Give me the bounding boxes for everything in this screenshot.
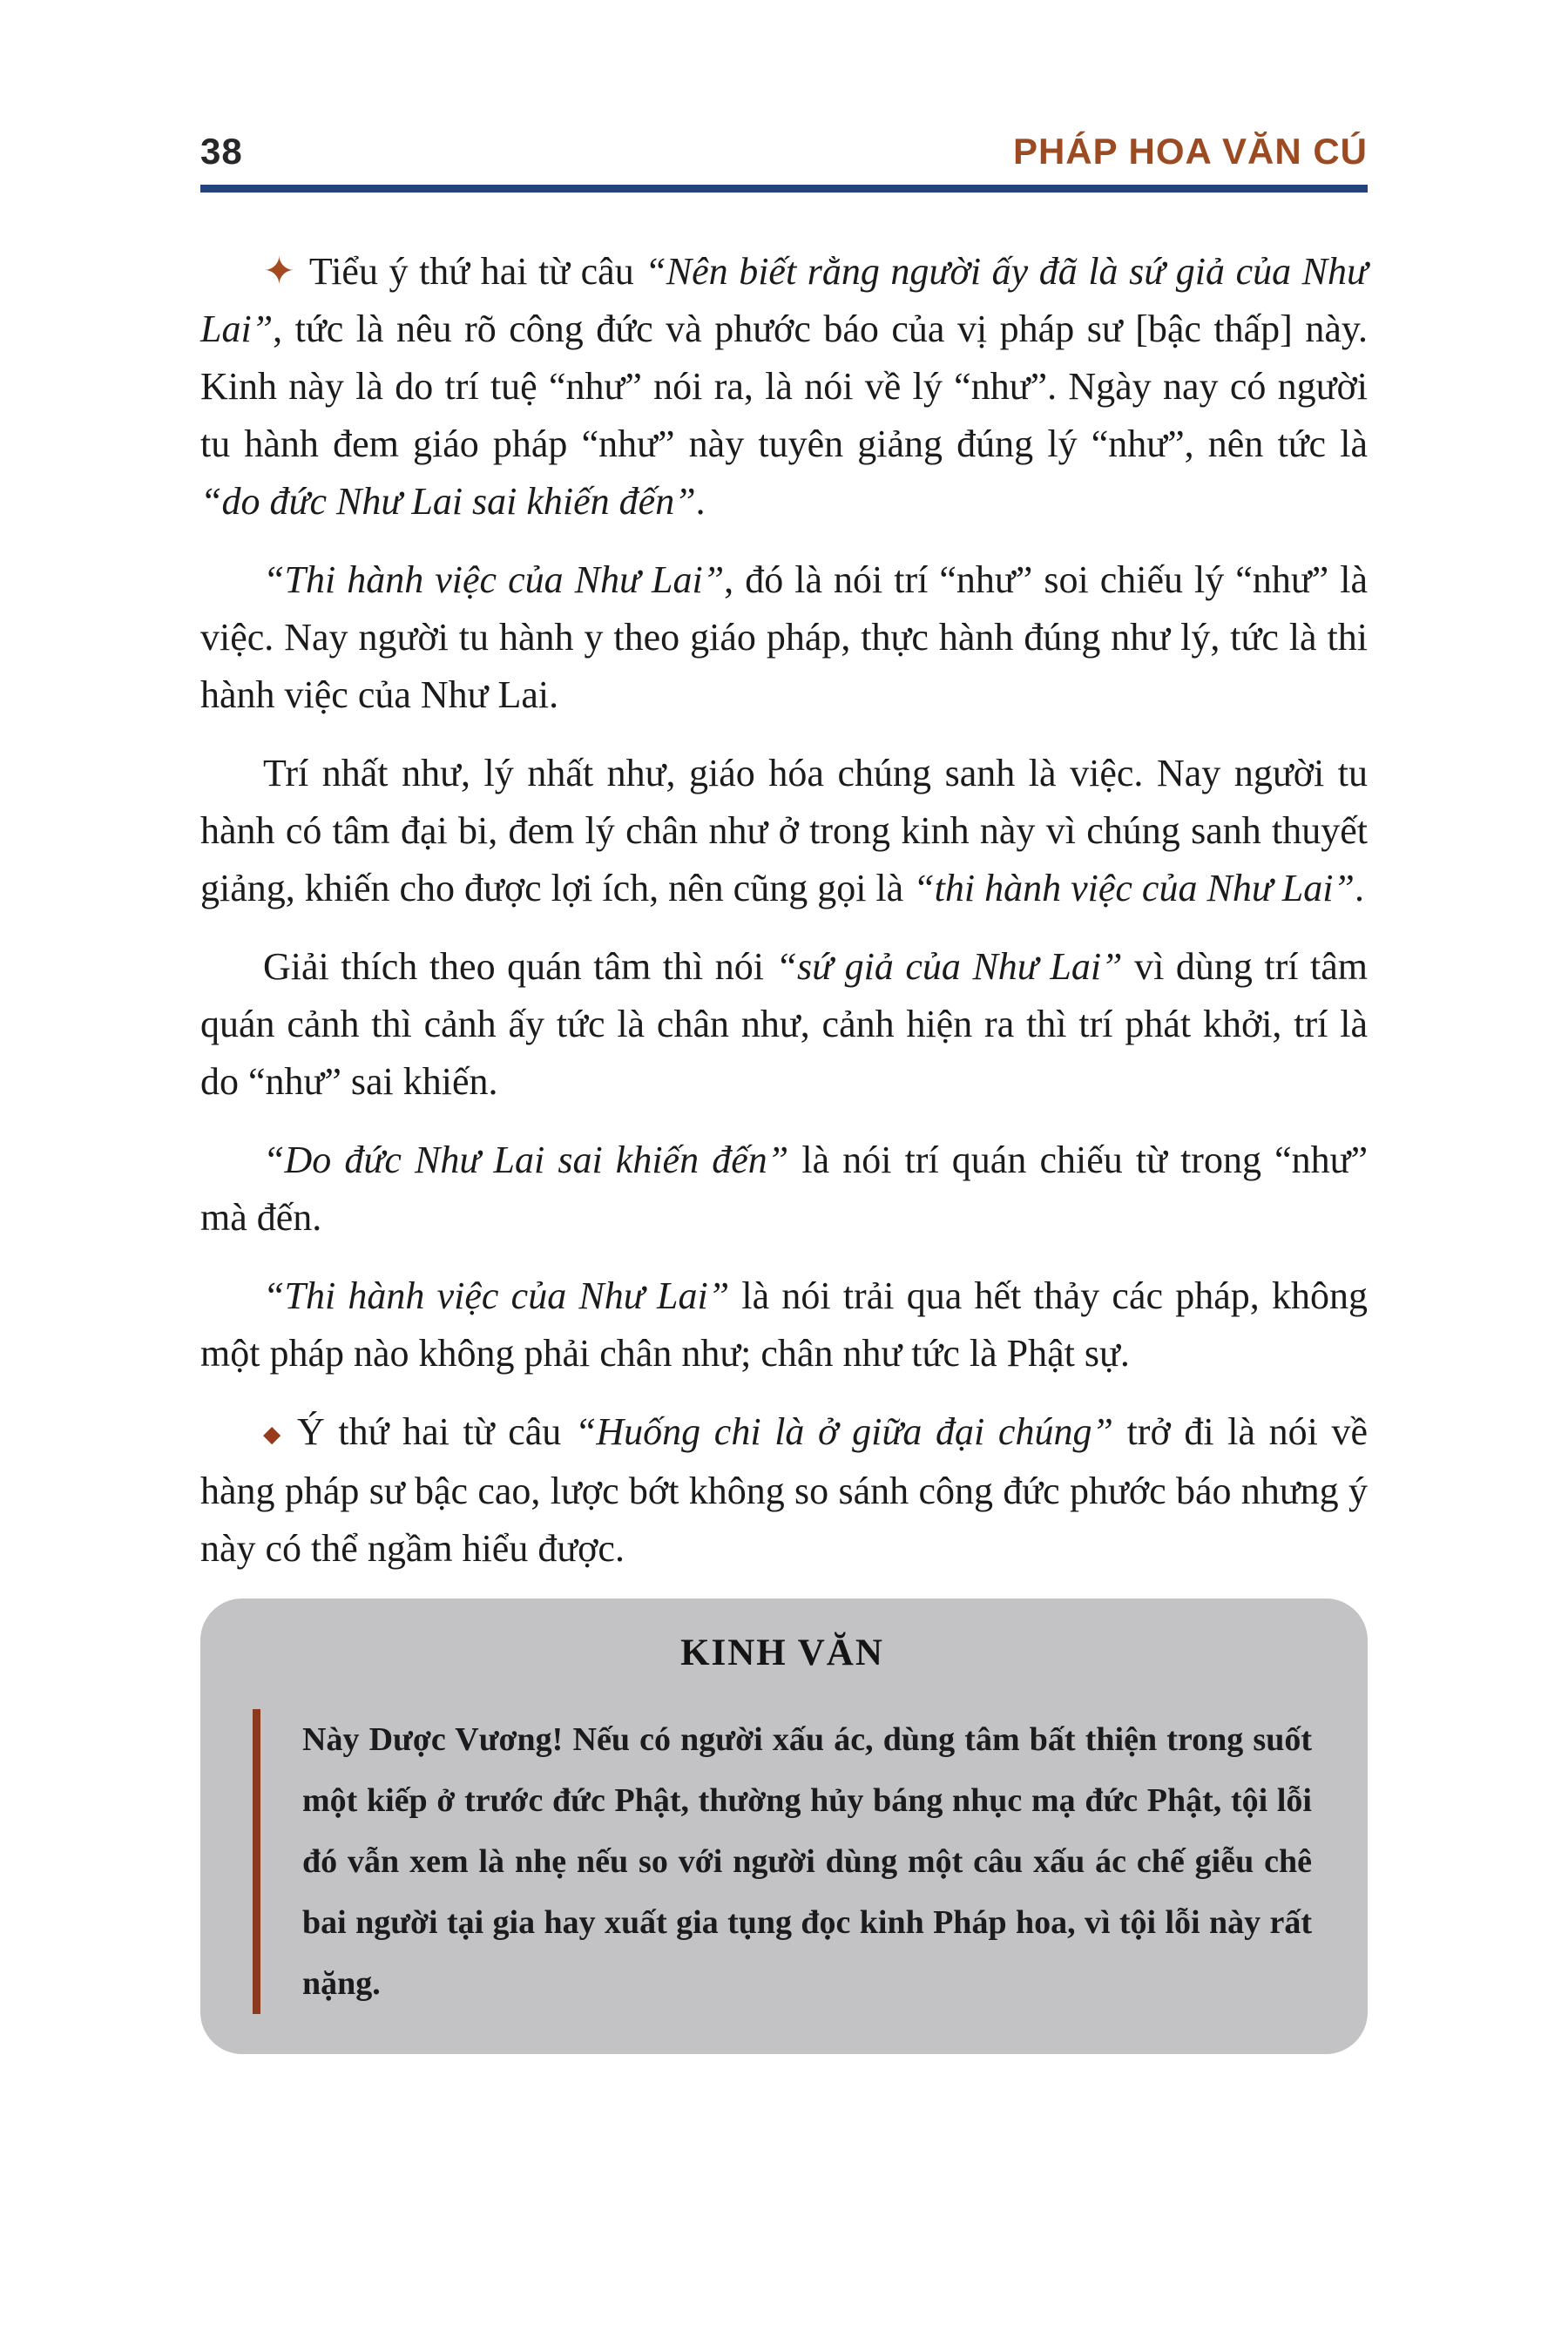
body-paragraph (200, 243, 1368, 531)
running-title: PHÁP HOA VĂN CÚ (1012, 131, 1368, 172)
page-header (200, 131, 1368, 172)
text-segment: Tiểu ý thứ hai từ câu (308, 250, 645, 293)
text-segment: , tức là nêu rõ công đức và phước báo của vị pháp sư [bậc thấp] này. Kinh này là do trí tuệ “như” nói ra, là nói về lý “như”. Ngày nay có người tu hành đem giáo pháp “như” này tuyên giảng đúng lý “như”, nên tức là (200, 308, 1368, 465)
kinh-van-body (253, 1709, 1312, 2014)
kinh-van-title: KINH VĂN (680, 1632, 884, 1673)
text-segment: “Do đức Như Lai sai khiến đến” (263, 1139, 789, 1181)
text-segment: . (1354, 867, 1364, 909)
text-segment: là nói trí quán chiếu từ trong “như” mà đến. (200, 1139, 1368, 1239)
text-segment: “Nên biết rằng người ấy đã là sứ giả của Như Lai” (200, 250, 1368, 350)
text-segment: là nói trải qua hết thảy các pháp, không một pháp nào không phải chân như; chân như tức là Phật sự. (200, 1274, 1368, 1375)
body-paragraph (200, 745, 1368, 917)
quote-left-bar (253, 1709, 260, 2014)
body-text-block (200, 243, 1368, 1578)
text-segment: trở đi là nói về hàng pháp sư bậc cao, lược bớt không so sánh công đức phước báo nhưng ý này có thể ngầm hiểu được. (200, 1410, 1369, 1570)
kinh-van-text: Này Dược Vương! Nếu có người xấu ác, dùng tâm bất thiện trong suốt một kiếp ở trước đức Phật, thường hủy báng nhục mạ đức Phật, tội lỗi đó vẫn xem là nhẹ nếu so với người dùng một câu xấu ác chế giễu chê bai người tại gia hay xuất gia tụng đọc kinh Pháp hoa, vì tội lỗi này rất nặng. (302, 1720, 1312, 2002)
body-paragraph (200, 1132, 1368, 1247)
text-segment: “Thi hành việc của Như Lai” (263, 558, 725, 601)
text-segment: Trí nhất như, lý nhất như, giáo hóa chúng sanh là việc. Nay người tu hành có tâm đại bi, đem lý chân như ở trong kinh này vì chúng sanh thuyết giảng, khiến cho được lợi ích, nên cũng gọi là (200, 752, 1368, 909)
diamond-bullet-icon: ◆ (263, 1420, 285, 1447)
text-segment: “sứ giả của Như Lai” (775, 945, 1123, 988)
text-segment: Ý thứ hai từ câu (296, 1410, 575, 1453)
body-paragraph (200, 1267, 1368, 1382)
text-segment: “thi hành việc của Như Lai” (913, 867, 1355, 909)
text-segment: “do đức Như Lai sai khiến đến” (200, 480, 696, 523)
text-segment: , đó là nói trí “như” soi chiếu lý “như” là việc. Nay người tu hành y theo giáo pháp, thực hành đúng như lý, tức là thi hành việc của Như Lai. (200, 558, 1368, 716)
text-segment: “Thi hành việc của Như Lai” (263, 1274, 730, 1317)
text-segment: Giải thích theo quán tâm thì nói (263, 945, 776, 988)
text-segment: . (695, 480, 706, 523)
star-bullet-icon: ✦ (263, 250, 295, 293)
page-number: 38 (200, 131, 243, 172)
header-rule (200, 185, 1368, 193)
text-segment: “Huống chi là ở giữa đại chúng” (574, 1410, 1113, 1453)
body-paragraph (200, 551, 1368, 724)
body-paragraph (200, 938, 1368, 1111)
text-segment: vì dùng trí tâm quán cảnh thì cảnh ấy tức là chân như, cảnh hiện ra thì trí phát khởi, trí là do “như” sai khiến. (200, 945, 1369, 1103)
kinh-van-box (200, 1598, 1368, 2054)
body-paragraph (200, 1403, 1368, 1578)
